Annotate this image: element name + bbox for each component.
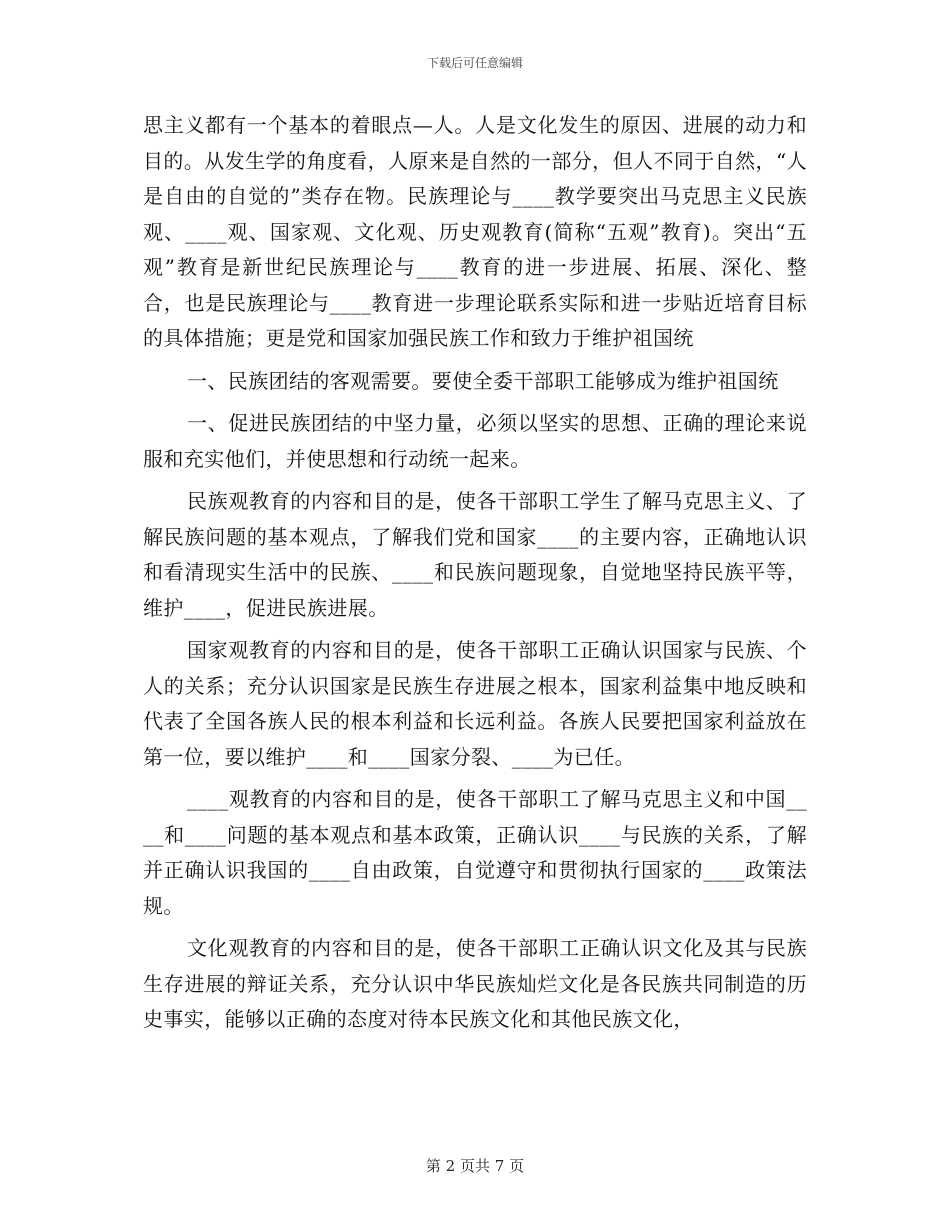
page-header: 下载后可任意编辑: [426, 56, 523, 70]
paragraph-3: 一、促进民族团结的中坚力量，必须以坚实的思想、正确的理论来说服和充实他们，并使思想和行动统一起来。: [143, 411, 807, 471]
page-number: 第 2 页共 7 页: [425, 1157, 525, 1175]
paragraph-7: 文化观教育的内容和目的是，使各干部职工正确认识文化及其与民族生存进展的辩证关系，充分认识中华民族灿烂文化是各民族共同制造的历史事实，能够以正确的态度对待本民族文化和其他民族文化，: [143, 936, 807, 1031]
paragraph-5: 国家观教育的内容和目的是，使各干部职工正确认识国家与民族、个人的关系；充分认识国家是民族生存进展之根本，国家利益集中地反映和代表了全国各族人民的根本利益和长远利益。各族人民要把国家利益放在第一位，要以维护____和____国家分裂、____为已任。: [143, 638, 807, 769]
document-body: [143, 108, 807, 1038]
paragraph-2: 一、民族团结的客观需要。要使全委干部职工能够成为维护祖国统: [187, 368, 779, 393]
paragraph-6: ____观教育的内容和目的是，使各干部职工了解马克思主义和中国____和____问题的基本观点和基本政策，正确认识____与民族的关系，了解并正确认识我国的____自由政策，自觉遵守和贯彻执行国家的____政策法规。: [143, 787, 807, 918]
paragraph-4: 民族观教育的内容和目的是，使各干部职工学生了解马克思主义、了解民族问题的基本观点，了解我们党和国家____的主要内容，正确地认识和看清现实生活中的民族、____和民族问题现象，自觉地坚持民族平等，维护____，促进民族进展。: [143, 489, 807, 620]
paragraph-1: 思主义都有一个基本的着眼点—人。人是文化发生的原因、进展的动力和目的。从发生学的角度看，人原来是自然的一部分，但人不同于自然，“人是自由的自觉的”类存在物。民族理论与____教学要突出马克思主义民族观、____观、国家观、文化观、历史观教育(简称“五观”教育)。突出“五观”教育是新世纪民族理论与____教育的进一步进展、拓展、深化、整合，也是民族理论与____教育进一步理论联系实际和进一步贴近培育目标的具体措施；更是党和国家加强民族工作和致力于维护祖国统: [143, 113, 807, 350]
